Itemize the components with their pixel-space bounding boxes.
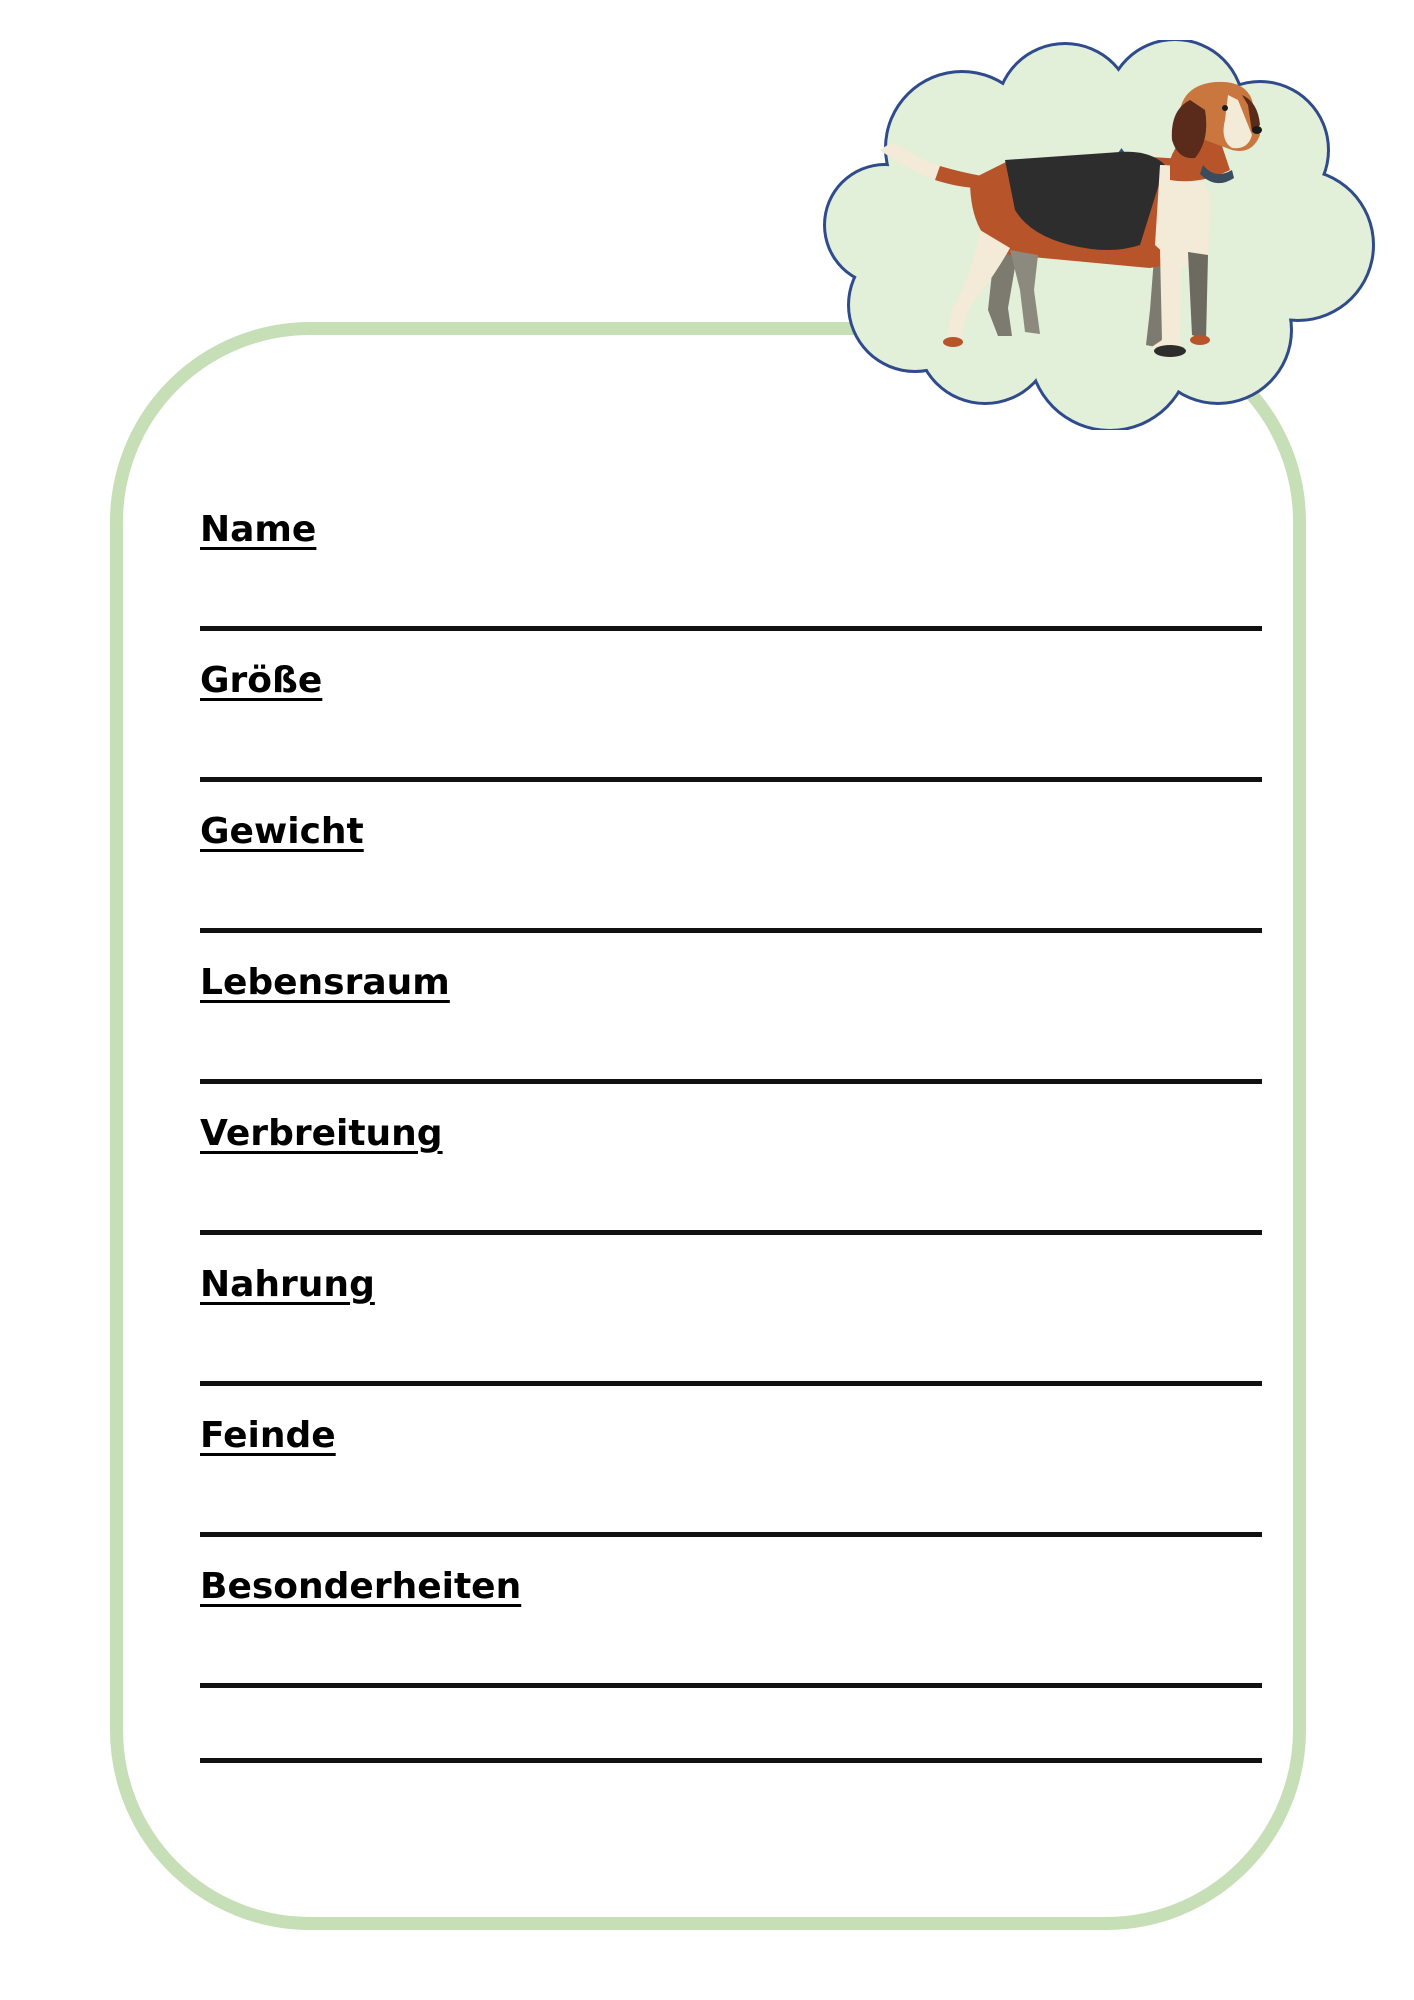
field-label-distribution: Verbreitung <box>200 1113 443 1154</box>
field-label-special-features: Besonderheiten <box>200 1566 522 1607</box>
answer-line-food[interactable] <box>200 1381 1262 1386</box>
answer-line-distribution[interactable] <box>200 1230 1262 1235</box>
answer-line-name[interactable] <box>200 626 1262 631</box>
answer-line-enemies[interactable] <box>200 1532 1262 1537</box>
field-label-name: Name <box>200 509 317 550</box>
answer-line-weight[interactable] <box>200 928 1262 933</box>
answer-line-special-features-1[interactable] <box>200 1683 1262 1688</box>
answer-line-size[interactable] <box>200 777 1262 782</box>
field-label-enemies: Feinde <box>200 1415 336 1456</box>
answer-line-habitat[interactable] <box>200 1079 1262 1084</box>
field-label-habitat: Lebensraum <box>200 962 450 1003</box>
field-label-size: Größe <box>200 660 323 701</box>
field-label-weight: Gewicht <box>200 811 364 852</box>
beagle-cloud-illustration <box>820 40 1390 430</box>
field-label-food: Nahrung <box>200 1264 375 1305</box>
answer-line-special-features-2[interactable] <box>200 1758 1262 1763</box>
